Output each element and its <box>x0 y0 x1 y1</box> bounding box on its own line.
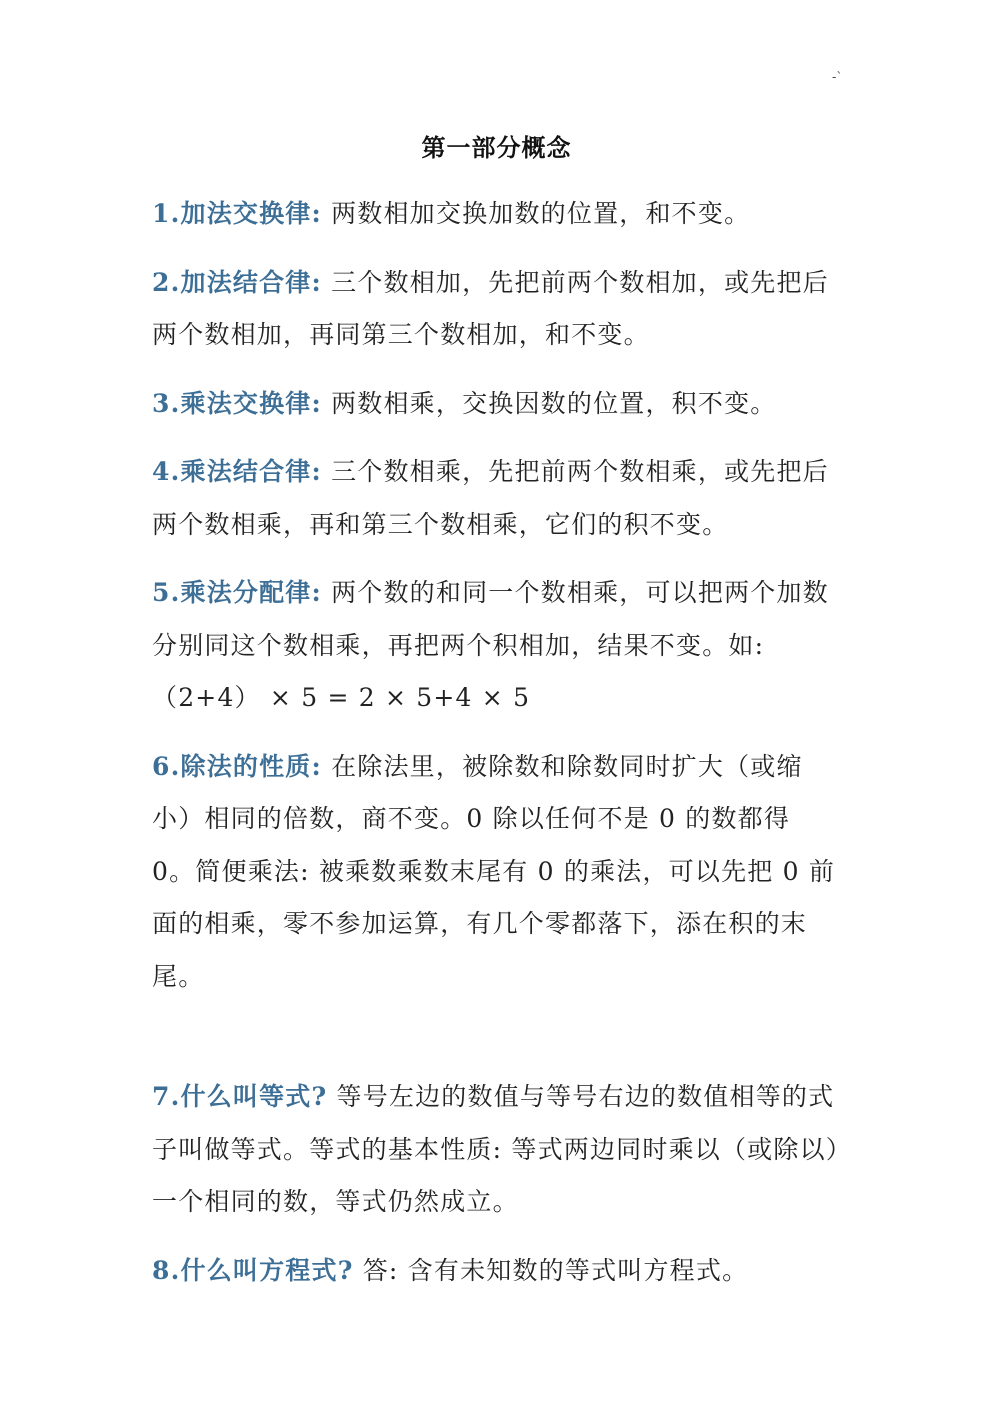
concept-list <box>152 188 842 1313</box>
concept-term: 6.除法的性质: <box>152 751 322 781</box>
concept-text: 在除法里，被除数和除数同时扩大（或缩小）相同的倍数，商不变。0 除以任何不是 0 的数都得 0。简便乘法: 被乘数乘数末尾有 0 的乘法，可以先把 0 前面的相乘，零不参加运算，有几个零都落下，添在积的末尾。 <box>152 751 836 991</box>
concept-text: 等号左边的数值与等号右边的数值相等的式子叫做等式。等式的基本性质: 等式两边同时乘以（或除以）一个相同的数，等式仍然成立。 <box>152 1082 840 1216</box>
header-mark: -` <box>832 70 843 84</box>
concept-item-7 <box>152 1071 842 1229</box>
concept-text: 三个数相乘，先把前两个数相乘，或先把后两个数相乘，再和第三个数相乘，它们的积不变。 <box>152 457 829 539</box>
concept-term: 3.乘法交换律: <box>152 388 322 418</box>
concept-item-2 <box>152 257 842 362</box>
concept-item-6 <box>152 741 842 1004</box>
concept-term: 5.乘法分配律: <box>152 578 322 607</box>
concept-text: 两数相乘，交换因数的位置，积不变。 <box>321 388 777 418</box>
page-title: 第一部分概念 <box>421 134 572 162</box>
concept-term: 7.什么叫等式? <box>152 1082 328 1111</box>
concept-item-3 <box>152 378 842 431</box>
concept-item-1 <box>152 188 842 241</box>
concept-term: 4.乘法结合律: <box>152 457 322 486</box>
concept-term: 1.加法交换律: <box>152 199 322 228</box>
concept-text: 答: 含有未知数的等式叫方程式。 <box>353 1255 749 1285</box>
concept-text: 两数相加交换加数的位置，和不变。 <box>321 199 751 228</box>
concept-term: 2.加法结合律: <box>152 267 322 297</box>
concept-item-5 <box>152 567 842 725</box>
concept-term: 8.什么叫方程式? <box>152 1255 354 1285</box>
concept-item-4 <box>152 446 842 551</box>
concept-text: 三个数相加，先把前两个数相加，或先把后两个数相加，再同第三个数相加，和不变。 <box>152 267 829 349</box>
concept-text: 两个数的和同一个数相乘，可以把两个加数分别同这个数相乘，再把两个积相加，结果不变。如: （2+4） × 5 = 2 × 5+4 × 5 <box>152 578 829 712</box>
concept-item-8 <box>152 1245 842 1298</box>
